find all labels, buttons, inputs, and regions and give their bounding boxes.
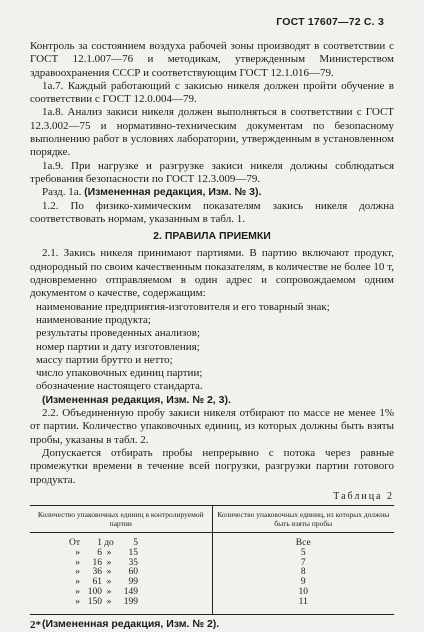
range-lo: 16 — [92, 557, 102, 568]
range-sep: » — [106, 587, 112, 598]
sample-count-cell: 7 — [212, 559, 394, 569]
range-hi: 199 — [123, 596, 138, 607]
table-header-lot-units: Количество упаковочных единиц в контролируемой партии — [30, 506, 212, 533]
table-caption: Таблица 2 — [333, 490, 394, 502]
standard-code-header: ГОСТ 17607—72 С. 3 — [276, 16, 384, 28]
table-row — [30, 549, 394, 559]
range-from: » — [75, 596, 80, 607]
paragraph-2-1: 2.1. Закись никеля принимают партиями. В партию включают продукт, однородный по своим качественным показателям, в количестве не более 10 т, одновременно отправляемом в один адрес и сопровождаемом одним документом о качестве, содержащим: — [30, 247, 394, 300]
paragraph-air-control: Контроль за состоянием воздуха рабочей зоны производят в соответствии с ГОСТ 12.1.007—76 и методикам, утвержденным Министерством здравоохранения СССР и соответствующим ГОСТ 12.1.016—79. — [30, 40, 394, 79]
paragraph-1a8: 1а.8. Анализ закиси никеля должен выполняться в соответствии с ГОСТ 12.3.002—75 и нормативно-техническим документам по безопасному выполнению работ в условиях лаборатории, утвержденным в установленном порядке. — [30, 106, 394, 159]
lot-range-cell — [30, 588, 212, 598]
list-item: результаты проведенных анализов; — [36, 327, 201, 340]
range-sep: » — [106, 596, 112, 607]
document-contents-list — [30, 301, 394, 394]
range-from: От — [68, 538, 80, 549]
range-lo: 36 — [92, 567, 102, 578]
range-hi: 60 — [128, 567, 138, 578]
range-hi: 5 — [133, 538, 138, 549]
lot-range-cell — [30, 533, 212, 549]
range-sep: » — [106, 567, 112, 578]
sample-count-cell: Все — [212, 533, 394, 549]
paragraph-1a7: 1а.7. Каждый работающий с закисью никеля должен пройти обучение в соответствии с ГОСТ 12.0.004—79. — [30, 79, 394, 106]
sample-count-cell: 10 — [212, 588, 394, 598]
sample-count-cell: 11 — [212, 598, 394, 614]
list-item: обозначение настоящего стандарта. — [36, 380, 203, 393]
table-row — [30, 568, 394, 578]
table-row — [30, 533, 394, 549]
paragraph-2-2: 2.2. Объединенную пробу закиси никеля отбирают по массе не менее 1% от партии. Количество упаковочных единиц, из которых должны быть взяты пробы, указаны в табл. 2. — [30, 407, 394, 446]
table-row — [30, 588, 394, 598]
range-from: » — [75, 547, 80, 558]
lot-range-cell — [30, 598, 212, 614]
range-lo: 6 — [97, 547, 102, 558]
lot-range-cell — [30, 578, 212, 588]
list-item: наименование продукта; — [36, 313, 151, 326]
lot-range-cell — [30, 568, 212, 578]
range-hi: 149 — [123, 587, 138, 598]
range-sep: » — [106, 547, 112, 558]
sample-count-cell: 8 — [212, 568, 394, 578]
list-item: номер партии и дату изготовления; — [36, 340, 200, 353]
range-sep: до — [104, 538, 114, 549]
range-lo: 1 — [97, 538, 102, 549]
amendment-note-2-3: (Измененная редакция, Изм. № 2, 3). — [42, 393, 231, 406]
range-sep: » — [106, 577, 112, 588]
list-item: наименование предприятия-изготовителя и его товарный знак; — [36, 300, 330, 313]
table-row — [30, 559, 394, 569]
lot-range-cell — [30, 549, 212, 559]
amendment-prefix: Разд. 1а. — [42, 186, 85, 199]
amendment-note-section-1a — [30, 186, 394, 199]
range-from: » — [75, 567, 80, 578]
range-lo: 61 — [92, 577, 102, 588]
range-hi: 15 — [128, 547, 138, 558]
range-hi: 99 — [128, 577, 138, 588]
range-lo: 100 — [87, 587, 102, 598]
table-row — [30, 598, 394, 614]
table-header-sample-units: Количество упаковочных единиц, из которых должны быть взяты пробы — [212, 506, 394, 533]
paragraph-2-3: Допускается отбирать пробы непрерывно с потока через равные промежутки времени в течение всей погрузки, разгрузки партии готового продукта. — [30, 446, 394, 486]
sample-count-cell: 9 — [212, 578, 394, 588]
sampling-table — [30, 505, 394, 615]
amendment-text: (Измененная редакция, Изм. № 3). — [84, 186, 262, 199]
range-hi: 35 — [128, 557, 138, 568]
page-mark: 2* — [30, 619, 41, 631]
range-from: » — [75, 577, 80, 588]
range-sep: » — [106, 557, 112, 568]
range-lo: 150 — [87, 596, 102, 607]
table-row — [30, 578, 394, 588]
section-heading-acceptance: 2. ПРАВИЛА ПРИЕМКИ — [153, 230, 271, 243]
table-body — [30, 533, 394, 615]
amendment-note-2: (Измененная редакция, Изм. № 2). — [42, 617, 220, 630]
list-item: массу партии брутто и нетто; — [36, 353, 173, 366]
lot-range-cell — [30, 559, 212, 569]
document-body — [30, 40, 394, 631]
list-item: число упаковочных единиц партии; — [36, 367, 203, 380]
paragraph-1-2: 1.2. По физико-химическим показателям закись никеля должна соответствовать нормам, указанным в табл. 1. — [30, 199, 394, 225]
range-from: » — [75, 557, 80, 568]
range-from: » — [75, 587, 80, 598]
paragraph-1a9: 1а.9. При нагрузке и разгрузке закиси никеля должны соблюдаться требования безопасности по ГОСТ 12.3.009—79. — [30, 159, 394, 185]
sample-count-cell: 5 — [212, 549, 394, 559]
